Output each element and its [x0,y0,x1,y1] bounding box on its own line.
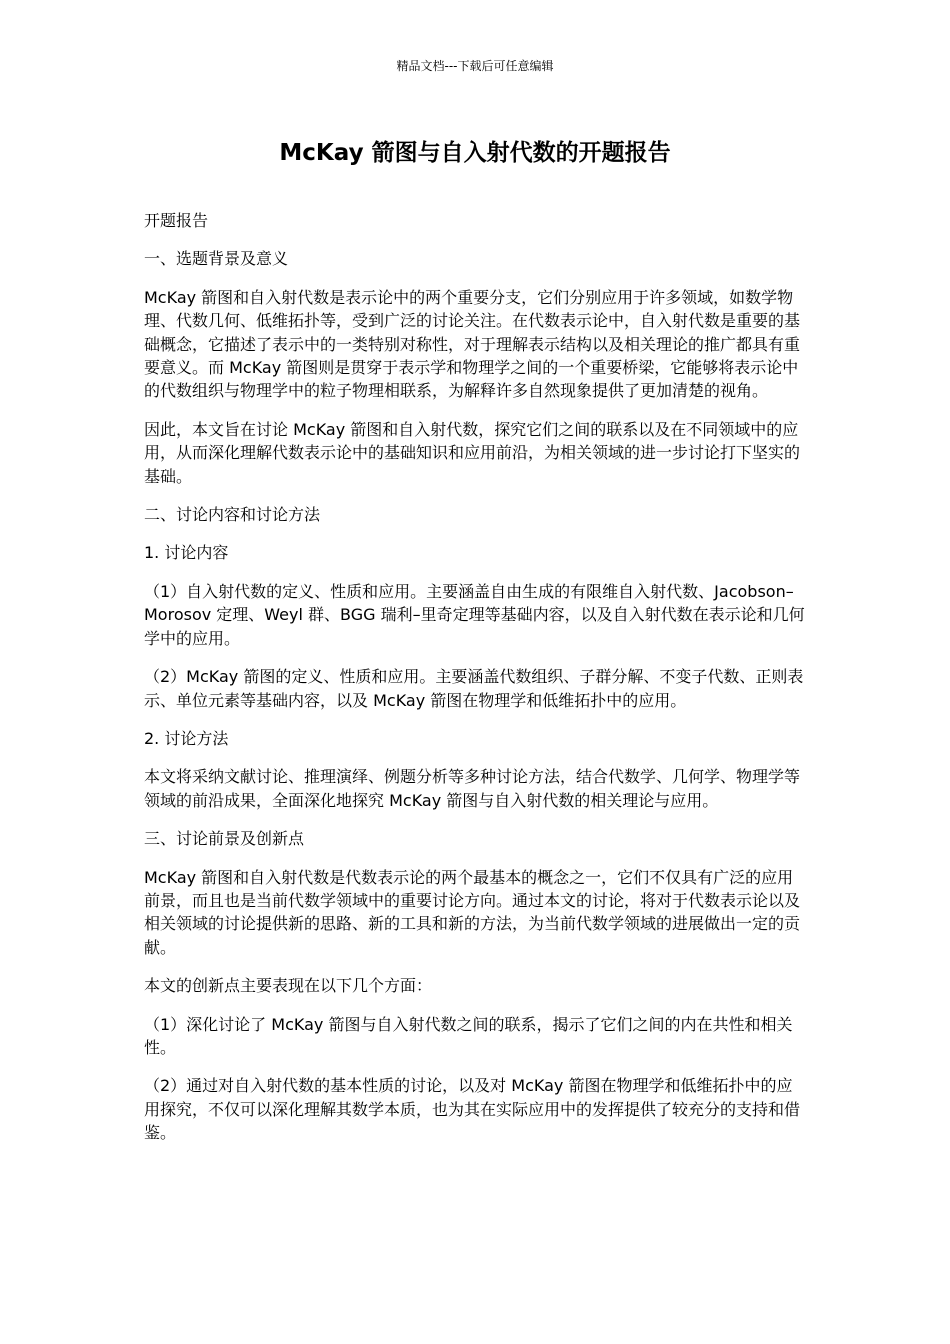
list-item-mckay-quiver: （2）McKay 箭图的定义、性质和应用。主要涵盖代数组织、子群分解、不变子代数、正则表示、单位元素等基础内容，以及 McKay 箭图在物理学和低维拓扑中的应用。 [144,667,804,710]
header-note: 精品文档---下载后可任意编辑 [396,59,554,73]
paragraph-prospects: McKay 箭图和自入射代数是代数表示论的两个最基本的概念之一，它们不仅具有广泛的应用前景，而且也是当前代数学领域中的重要讨论方向。通过本文的讨论，将对于代数表示论以及相关领域的讨论提供新的思路、新的工具和新的方法，为当前代数学领域的进展做出一定的贡献。 [144,867,801,957]
paragraph-background: McKay 箭图和自入射代数是表示论中的两个重要分支，它们分别应用于许多领域，如数学物理、代数几何、低维拓扑等，受到广泛的讨论关注。在代数表示论中，自入射代数是重要的基础概念，它描述了表示中的一类特别对称性，对于理解表示结构以及相关理论的推广都具有重要意义。而 McKay 箭图则是贯穿于表示学和物理学之间的一个重要桥梁，它能够将表示论中的代数组织与物理学中的粒子物理相联系，为解释许多自然现象提供了更加清楚的视角。 [144,287,801,401]
section-heading-content-methods: 二、讨论内容和讨论方法 [144,505,321,525]
section-heading-prospects: 三、讨论前景及创新点 [144,829,305,849]
subheading-content: 1. 讨论内容 [144,543,229,563]
list-item-innovation-2: （2）通过对自入射代数的基本性质的讨论，以及对 McKay 箭图在物理学和低维拓扑中的应用探究，不仅可以深化理解其数学本质，也为其在实际应用中的发挥提供了较充分的支持和借鉴。 [144,1076,801,1143]
section-heading-background: 一、选题背景及意义 [144,249,289,269]
document-title: McKay 箭图与自入射代数的开题报告 [279,140,671,166]
paragraph-purpose: 因此，本文旨在讨论 McKay 箭图和自入射代数，探究它们之间的联系以及在不同领域中的应用，从而深化理解代数表示论中的基础知识和应用前沿，为相关领域的进一步讨论打下坚实的基础。 [144,419,801,486]
document-body [144,209,808,1160]
list-item-innovation-1: （1）深化讨论了 McKay 箭图与自入射代数之间的联系，揭示了它们之间的内在共性和相关性。 [144,1014,793,1057]
heading-report: 开题报告 [144,211,209,230]
subheading-methods: 2. 讨论方法 [144,728,229,748]
paragraph-methods: 本文将采纳文献讨论、推理演绎、例题分析等多种讨论方法，结合代数学、几何学、物理学等领域的前沿成果，全面深化地探究 McKay 箭图与自入射代数的相关理论与应用。 [144,767,801,810]
list-item-self-injective: （1）自入射代数的定义、性质和应用。主要涵盖自由生成的有限维自入射代数、Jacobson–Morosov 定理、Weyl 群、BGG 瑞利–里奇定理等基础内容，以及自入射代数在表示论和几何学中的应用。 [144,581,805,648]
paragraph-innovation-intro: 本文的创新点主要表现在以下几个方面： [144,976,433,996]
